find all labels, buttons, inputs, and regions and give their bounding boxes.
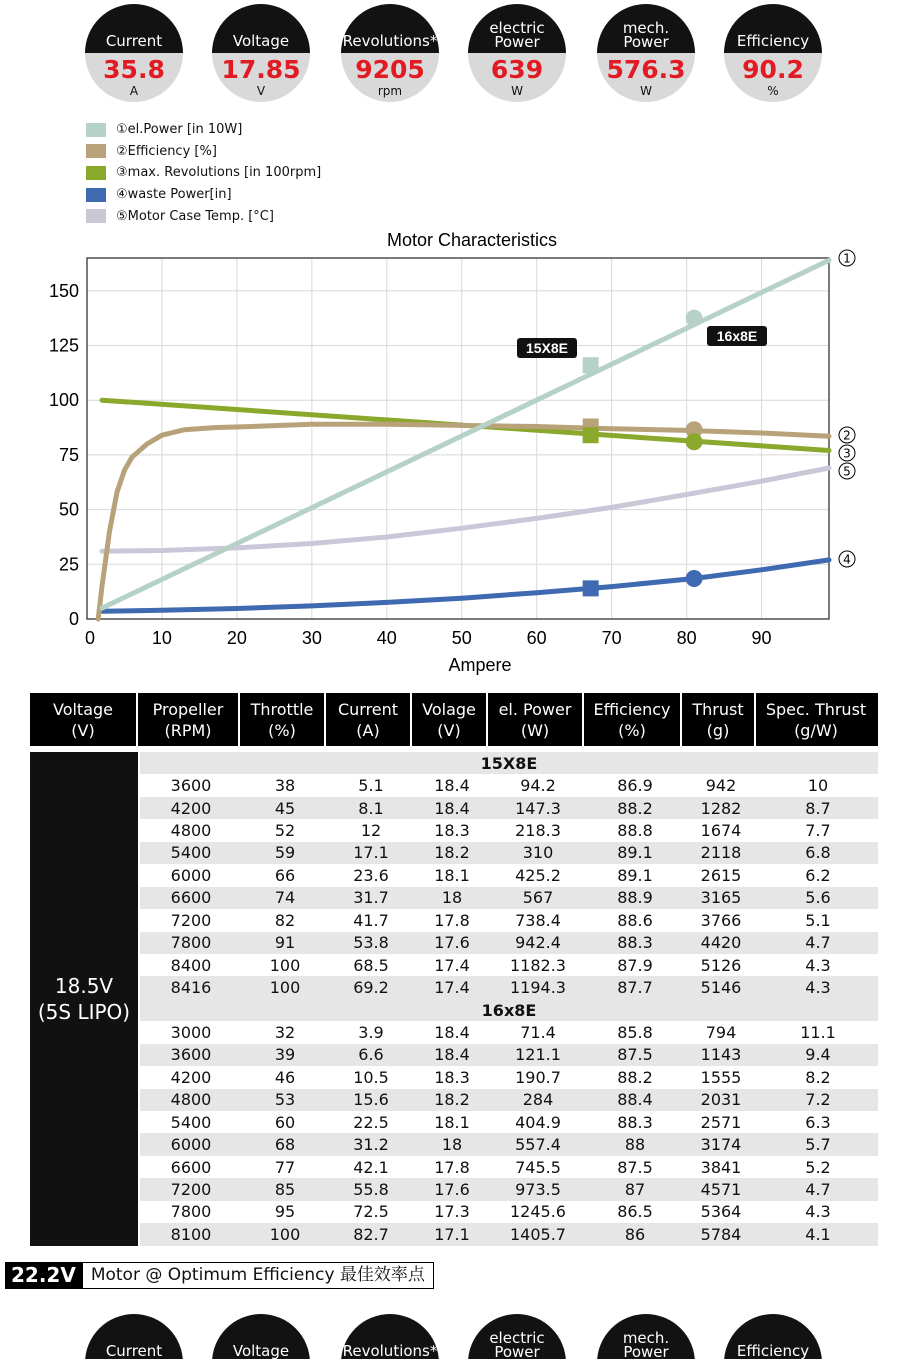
table-cell: 52 (274, 821, 296, 841)
table-cell: 3174 (700, 1135, 742, 1155)
chart-legend (86, 119, 321, 227)
x-tick-label: 80 (676, 628, 697, 648)
table-cell: 567 (522, 888, 554, 908)
series-end-label: 2 (843, 428, 851, 443)
gauge-value: 9205 (355, 55, 425, 84)
table-cell: 6.2 (805, 865, 831, 885)
table-cell: 1674 (700, 821, 742, 841)
table-cell: 18.2 (434, 1090, 470, 1110)
series-end-label: 5 (843, 464, 851, 479)
table-cell: 973.5 (515, 1180, 561, 1200)
table-cell: 38 (274, 776, 296, 796)
gauge-label: Efficiency (736, 32, 810, 50)
table-cell: 8.1 (358, 798, 384, 818)
table-cell: 22.5 (353, 1112, 389, 1132)
table-cell: 53 (274, 1090, 296, 1110)
propeller-badge-label: 15X8E (525, 340, 569, 356)
table-cell: 18.4 (434, 776, 470, 796)
table-cell: 17.3 (434, 1202, 470, 1222)
column-header: Volage (V) (412, 693, 488, 746)
legend-swatch (86, 166, 106, 180)
table-header (30, 693, 878, 746)
table-cell: 3841 (700, 1157, 742, 1177)
voltage-value: 18.5V (54, 974, 114, 998)
table-cell: 4420 (700, 933, 742, 953)
table-cell: 2571 (700, 1112, 742, 1132)
table-cell: 6000 (170, 1135, 212, 1155)
table-cell: 100 (269, 955, 301, 975)
column-header: Throttle (%) (240, 693, 326, 746)
series-line-4 (102, 560, 829, 611)
gauge-unit: rpm (377, 84, 403, 98)
column-header: Current (A) (326, 693, 412, 746)
table-cell: 4.7 (805, 933, 831, 953)
y-tick-label: 75 (58, 444, 79, 465)
y-tick-label: 100 (48, 390, 79, 411)
gauge-label: mech. Power (622, 19, 670, 51)
table-cell: 7200 (170, 1180, 212, 1200)
table-cell: 17.1 (353, 843, 389, 863)
x-tick-label: 50 (451, 628, 472, 648)
legend-label: ⑤Motor Case Temp. [°C] (116, 208, 274, 224)
table-cell: 86.9 (617, 776, 653, 796)
marker-circle (686, 570, 703, 587)
gauge (468, 4, 566, 102)
marker-circle (686, 433, 703, 450)
table-row (140, 1111, 878, 1133)
table-cell: 6.3 (805, 1112, 831, 1132)
gauge (341, 4, 439, 102)
legend-item (86, 184, 321, 206)
legend-item (86, 162, 321, 184)
series-line-1 (102, 260, 829, 608)
table-cell: 404.9 (515, 1112, 561, 1132)
table-cell: 68.5 (353, 955, 389, 975)
table-cell: 2031 (700, 1090, 742, 1110)
table-cell: 5.1 (358, 776, 384, 796)
table-cell: 100 (269, 978, 301, 998)
table-cell: 557.4 (515, 1135, 561, 1155)
x-tick-label: 40 (376, 628, 397, 648)
table-cell: 87.7 (617, 978, 653, 998)
table-row (140, 1201, 878, 1223)
x-tick-label: 60 (526, 628, 547, 648)
gauge-value: 17.85 (221, 55, 301, 84)
table-cell: 7200 (170, 910, 212, 930)
column-header: Thrust (g) (682, 693, 756, 746)
table-row (140, 1044, 878, 1066)
x-tick-label: 70 (601, 628, 622, 648)
table-row (140, 976, 878, 998)
table-cell: 42.1 (353, 1157, 389, 1177)
table-cell: 94.2 (520, 776, 556, 796)
table-cell: 72.5 (353, 1202, 389, 1222)
table-row (140, 842, 878, 864)
table-cell: 6600 (170, 888, 212, 908)
table-row (140, 819, 878, 841)
table-cell: 4800 (170, 821, 212, 841)
table-cell: 4200 (170, 798, 212, 818)
table-cell: 17.1 (434, 1224, 470, 1244)
table-cell: 5364 (700, 1202, 742, 1222)
column-header: Efficiency (%) (584, 693, 682, 746)
motor-characteristics-chart (0, 222, 908, 682)
optimum-voltage: 22.2V (5, 1262, 82, 1289)
table-cell: 17.6 (434, 1180, 470, 1200)
table-cell: 2118 (700, 843, 742, 863)
propeller-badge-label: 16x8E (716, 328, 758, 344)
table-cell: 91 (274, 933, 296, 953)
table-cell: 7.2 (805, 1090, 831, 1110)
table-row (140, 909, 878, 931)
table-cell: 745.5 (515, 1157, 561, 1177)
gauge-unit: % (767, 84, 779, 98)
table-row (140, 1089, 878, 1111)
x-axis-label: Ampere (448, 655, 512, 675)
gauge-value: 639 (490, 55, 544, 84)
table-cell: 74 (274, 888, 296, 908)
gauge-label: mech. Power (622, 1329, 670, 1359)
series-line-2 (98, 424, 829, 619)
table-row (140, 932, 878, 954)
table-row (140, 954, 878, 976)
gauge (724, 1314, 822, 1359)
table-cell: 8100 (170, 1224, 212, 1244)
legend-label: ①el.Power [in 10W] (116, 122, 243, 138)
table-cell: 12 (360, 821, 382, 841)
gauge-unit: W (511, 84, 523, 98)
legend-label: ④waste Power[in] (116, 187, 232, 203)
x-tick-label: 20 (226, 628, 247, 648)
gauge (597, 1314, 695, 1359)
table-cell: 5.7 (805, 1135, 831, 1155)
table-cell: 2615 (700, 865, 742, 885)
table-cell: 1245.6 (510, 1202, 566, 1222)
table-cell: 77 (274, 1157, 296, 1177)
table-cell: 7800 (170, 1202, 212, 1222)
gauge (724, 4, 822, 102)
table-cell: 18.1 (434, 865, 470, 885)
gauge-label: electric Power (489, 19, 545, 51)
gauge-label: Revolutions* (342, 32, 438, 50)
table-cell: 6.8 (805, 843, 831, 863)
legend-label: ③max. Revolutions [in 100rpm] (116, 165, 322, 181)
table-cell: 4.3 (805, 978, 831, 998)
table-cell: 17.4 (434, 978, 470, 998)
table-cell: 4571 (700, 1180, 742, 1200)
table-cell: 5400 (170, 1112, 212, 1132)
table-cell: 18.4 (434, 1045, 470, 1065)
table-cell: 942 (705, 776, 737, 796)
table-cell: 88.8 (617, 821, 653, 841)
optimum-efficiency-bar (5, 1262, 434, 1289)
table-cell: 5.2 (805, 1157, 831, 1177)
legend-swatch (86, 144, 106, 158)
gauge-unit: V (256, 84, 266, 98)
table-cell: 82.7 (353, 1224, 389, 1244)
table-row (140, 1156, 878, 1178)
column-header: Spec. Thrust (g/W) (765, 699, 867, 740)
gauge (212, 4, 310, 102)
table-cell: 86.5 (617, 1202, 653, 1222)
table-cell: 1194.3 (510, 978, 566, 998)
table-cell: 3600 (170, 776, 212, 796)
y-tick-label: 150 (48, 280, 79, 301)
gauge (85, 4, 183, 102)
series-end-label: 3 (843, 446, 851, 461)
table-cell: 88.2 (617, 1067, 653, 1087)
legend-item (86, 119, 321, 141)
x-tick-label: 30 (301, 628, 322, 648)
table-cell: 5.6 (805, 888, 831, 908)
gauge-value: 90.2 (742, 55, 804, 84)
table-cell: 18.3 (434, 1067, 470, 1087)
table-row (140, 774, 878, 796)
table-cell: 88.3 (617, 1112, 653, 1132)
gauge-label: electric Power (489, 1329, 545, 1359)
table-cell: 18.4 (434, 798, 470, 818)
table-cell: 66 (274, 865, 296, 885)
table-cell: 18.1 (434, 1112, 470, 1132)
table-cell: 4.7 (805, 1180, 831, 1200)
table-cell: 88.3 (617, 933, 653, 953)
table-cell: 8.7 (805, 798, 831, 818)
legend-swatch (86, 188, 106, 202)
legend-item (86, 141, 321, 163)
table-cell: 59 (274, 843, 296, 863)
table-cell: 121.1 (515, 1045, 561, 1065)
table-cell: 17.8 (434, 910, 470, 930)
section-header: 15X8E (140, 752, 878, 774)
table-cell: 87.5 (617, 1045, 653, 1065)
marker-circle (686, 310, 703, 327)
gauge (468, 1314, 566, 1359)
table-cell: 4.3 (805, 1202, 831, 1222)
table-cell: 5400 (170, 843, 212, 863)
table-row (140, 1133, 878, 1155)
column-header: el. Power (W) (488, 693, 584, 746)
table-cell: 17.4 (434, 955, 470, 975)
table-row (140, 1021, 878, 1043)
table-cell: 88.6 (617, 910, 653, 930)
table-cell: 310 (522, 843, 554, 863)
table-row (140, 797, 878, 819)
table-cell: 3165 (700, 888, 742, 908)
table-cell: 88.4 (617, 1090, 653, 1110)
voltage-cell (30, 752, 138, 1246)
y-tick-label: 125 (48, 335, 79, 356)
table-cell: 8400 (170, 955, 212, 975)
table-cell: 8.2 (805, 1067, 831, 1087)
y-tick-label: 25 (58, 554, 79, 575)
table-cell: 87.5 (617, 1157, 653, 1177)
table-cell: 6600 (170, 1157, 212, 1177)
table-cell: 15.6 (353, 1090, 389, 1110)
table-cell: 86 (624, 1224, 646, 1244)
table-cell: 68 (274, 1135, 296, 1155)
table-cell: 4.3 (805, 955, 831, 975)
gauge-unit: W (640, 84, 652, 98)
gauge-label: Voltage (232, 1342, 290, 1359)
table-cell: 18.2 (434, 843, 470, 863)
voltage-battery: (5S LIPO) (37, 1000, 131, 1024)
table-cell: 85.8 (617, 1022, 653, 1042)
table-cell: 18.3 (434, 821, 470, 841)
table-row (140, 1223, 878, 1245)
table-cell: 18.4 (434, 1022, 470, 1042)
table-cell: 1182.3 (510, 955, 566, 975)
series-end-label: 4 (843, 552, 851, 567)
table-cell: 6000 (170, 865, 212, 885)
table-cell: 218.3 (515, 821, 561, 841)
legend-label: ②Efficiency [%] (116, 143, 217, 159)
table-cell: 46 (274, 1067, 296, 1087)
table-cell: 5126 (700, 955, 742, 975)
gauge-value: 576.3 (606, 55, 686, 84)
table-cell: 1282 (700, 798, 742, 818)
table-cell: 17.8 (434, 1157, 470, 1177)
table-cell: 4200 (170, 1067, 212, 1087)
table-cell: 53.8 (353, 933, 389, 953)
x-tick-label: 10 (151, 628, 172, 648)
table-cell: 10 (807, 776, 829, 796)
column-header: Propeller (RPM) (138, 693, 240, 746)
table-cell: 7.7 (805, 821, 831, 841)
gauge (597, 4, 695, 102)
marker-square (583, 427, 599, 443)
table-cell: 18 (441, 888, 463, 908)
y-tick-label: 50 (58, 499, 79, 520)
table-cell: 69.2 (353, 978, 389, 998)
table-cell: 3600 (170, 1045, 212, 1065)
table-cell: 95 (274, 1202, 296, 1222)
table-cell: 5146 (700, 978, 742, 998)
table-row (140, 1066, 878, 1088)
table-cell: 8416 (170, 978, 212, 998)
gauge-label: Current (105, 1342, 163, 1359)
table-cell: 18 (441, 1135, 463, 1155)
table-cell: 10.5 (353, 1067, 389, 1087)
table-cell: 88.2 (617, 798, 653, 818)
gauge-unit: A (129, 84, 139, 98)
table-cell: 88.9 (617, 888, 653, 908)
table-cell: 794 (705, 1022, 737, 1042)
table-cell: 41.7 (353, 910, 389, 930)
table-cell: 425.2 (515, 865, 561, 885)
table-cell: 3.9 (358, 1022, 384, 1042)
optimum-title: Motor @ Optimum Efficiency 最佳效率点 (82, 1262, 434, 1289)
table-cell: 9.4 (805, 1045, 831, 1065)
table-body (140, 752, 878, 1246)
table-cell: 89.1 (617, 865, 653, 885)
chart-title: Motor Characteristics (386, 230, 558, 250)
table-cell: 85 (274, 1180, 296, 1200)
table-cell: 5.1 (805, 910, 831, 930)
table-cell: 88 (624, 1135, 646, 1155)
table-cell: 87 (624, 1180, 646, 1200)
table-cell: 1405.7 (510, 1224, 566, 1244)
table-row (140, 1178, 878, 1200)
table-cell: 55.8 (353, 1180, 389, 1200)
gauge-label: Voltage (232, 32, 290, 50)
table-cell: 31.7 (353, 888, 389, 908)
table-cell: 39 (274, 1045, 296, 1065)
series-end-label: 1 (843, 251, 851, 266)
table-cell: 23.6 (353, 865, 389, 885)
table-cell: 31.2 (353, 1135, 389, 1155)
table-cell: 87.9 (617, 955, 653, 975)
table-cell: 5784 (700, 1224, 742, 1244)
gauge (212, 1314, 310, 1359)
table-cell: 190.7 (515, 1067, 561, 1087)
table-cell: 7800 (170, 933, 212, 953)
gauge-label: Efficiency (736, 1342, 810, 1359)
table-cell: 738.4 (515, 910, 561, 930)
column-header: Voltage (V) (30, 693, 138, 746)
table-cell: 45 (274, 798, 296, 818)
x-tick-label: 90 (751, 628, 772, 648)
table-cell: 3000 (170, 1022, 212, 1042)
table-cell: 32 (274, 1022, 296, 1042)
table-cell: 60 (274, 1112, 296, 1132)
table-row (140, 864, 878, 886)
gauge (341, 1314, 439, 1359)
table-cell: 11.1 (800, 1022, 836, 1042)
table-cell: 1143 (700, 1045, 742, 1065)
marker-square (583, 357, 599, 373)
table-cell: 1555 (700, 1067, 742, 1087)
table-row (140, 887, 878, 909)
table-cell: 4.1 (805, 1224, 831, 1244)
x-tick-label: 0 (84, 628, 96, 648)
table-cell: 100 (269, 1224, 301, 1244)
table-cell: 17.6 (434, 933, 470, 953)
legend-swatch (86, 123, 106, 137)
table-cell: 89.1 (617, 843, 653, 863)
table-cell: 3766 (700, 910, 742, 930)
gauge-value: 35.8 (103, 55, 165, 84)
table-cell: 147.3 (515, 798, 561, 818)
table-cell: 4800 (170, 1090, 212, 1110)
table-cell: 284 (522, 1090, 554, 1110)
y-tick-label: 0 (68, 609, 79, 629)
gauge-label: Current (105, 32, 163, 50)
section-header: 16x8E (140, 999, 878, 1021)
table-cell: 6.6 (358, 1045, 384, 1065)
gauge (85, 1314, 183, 1359)
table-cell: 82 (274, 910, 296, 930)
gauge-label: Revolutions* (342, 1342, 438, 1359)
table-cell: 942.4 (515, 933, 561, 953)
table-cell: 71.4 (520, 1022, 556, 1042)
marker-square (583, 580, 599, 596)
